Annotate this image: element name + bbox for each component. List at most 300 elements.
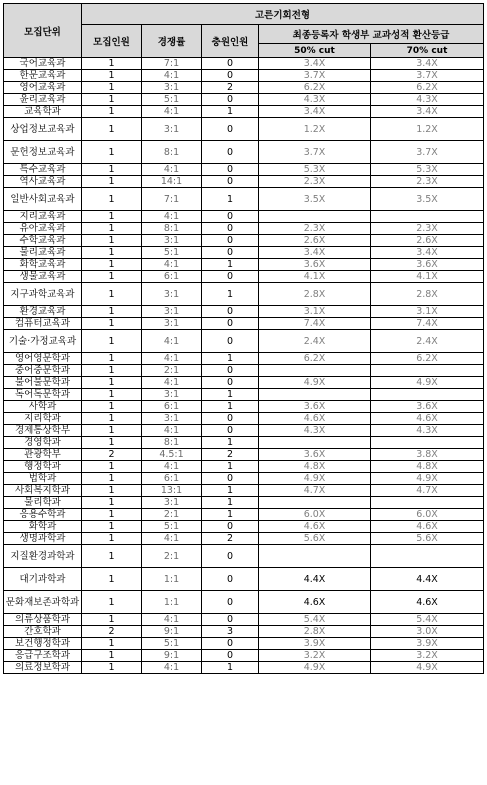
fill-cell: 0	[202, 164, 259, 176]
fill-cell: 2	[202, 82, 259, 94]
dept-cell: 지질환경과학과	[4, 545, 82, 568]
quota-cell: 1	[82, 509, 142, 521]
competition-cell: 4:1	[142, 259, 202, 271]
quota-cell: 1	[82, 638, 142, 650]
dept-cell: 한문교육과	[4, 70, 82, 82]
competition-cell: 4:1	[142, 425, 202, 437]
cut70-cell: 3.4X	[371, 247, 484, 259]
quota-cell: 1	[82, 106, 142, 118]
competition-cell: 3:1	[142, 497, 202, 509]
competition-cell: 5:1	[142, 521, 202, 533]
fill-cell: 0	[202, 591, 259, 614]
dept-cell: 화학교육과	[4, 259, 82, 271]
cut50-cell: 2.4X	[259, 330, 371, 353]
fill-cell: 0	[202, 176, 259, 188]
fill-cell: 0	[202, 306, 259, 318]
dept-cell: 상업정보교육과	[4, 118, 82, 141]
competition-cell: 9:1	[142, 650, 202, 662]
header-cut50: 50% cut	[259, 44, 371, 58]
table-row	[4, 70, 484, 82]
dept-cell: 응급구조학과	[4, 650, 82, 662]
quota-cell: 1	[82, 188, 142, 211]
fill-cell: 0	[202, 568, 259, 591]
cut70-cell: 3.4X	[371, 58, 484, 70]
competition-cell: 4:1	[142, 614, 202, 626]
competition-cell: 3:1	[142, 318, 202, 330]
dept-cell: 교육학과	[4, 106, 82, 118]
table-row	[4, 626, 484, 638]
cut70-cell: 5.3X	[371, 164, 484, 176]
cut70-cell	[371, 437, 484, 449]
quota-cell: 1	[82, 473, 142, 485]
cut50-cell: 4.4X	[259, 568, 371, 591]
fill-cell: 1	[202, 437, 259, 449]
quota-cell: 1	[82, 176, 142, 188]
quota-cell: 1	[82, 650, 142, 662]
cut50-cell: 3.9X	[259, 638, 371, 650]
dept-cell: 특수교육과	[4, 164, 82, 176]
cut50-cell: 3.7X	[259, 141, 371, 164]
dept-cell: 역사교육과	[4, 176, 82, 188]
quota-cell: 1	[82, 389, 142, 401]
table-row	[4, 353, 484, 365]
competition-cell: 13:1	[142, 485, 202, 497]
table-row	[4, 271, 484, 283]
competition-cell: 3:1	[142, 389, 202, 401]
table-row	[4, 211, 484, 223]
competition-cell: 7:1	[142, 188, 202, 211]
table-row	[4, 591, 484, 614]
fill-cell: 2	[202, 533, 259, 545]
fill-cell: 0	[202, 318, 259, 330]
table-row	[4, 638, 484, 650]
cut50-cell: 2.8X	[259, 626, 371, 638]
dept-cell: 보건행정학과	[4, 638, 82, 650]
quota-cell: 1	[82, 82, 142, 94]
fill-cell: 2	[202, 449, 259, 461]
cut50-cell: 2.6X	[259, 235, 371, 247]
table-row	[4, 662, 484, 674]
cut70-cell: 2.8X	[371, 283, 484, 306]
quota-cell: 1	[82, 318, 142, 330]
cut70-cell: 4.9X	[371, 662, 484, 674]
competition-cell: 1:1	[142, 591, 202, 614]
dept-cell: 환경교육과	[4, 306, 82, 318]
competition-cell: 3:1	[142, 118, 202, 141]
competition-cell: 2:1	[142, 365, 202, 377]
cut70-cell	[371, 211, 484, 223]
competition-cell: 14:1	[142, 176, 202, 188]
table-row	[4, 568, 484, 591]
table-row	[4, 461, 484, 473]
fill-cell: 0	[202, 638, 259, 650]
fill-cell: 0	[202, 70, 259, 82]
header-competition: 경쟁률	[142, 25, 202, 58]
cut50-cell: 4.7X	[259, 485, 371, 497]
cut70-cell: 4.4X	[371, 568, 484, 591]
table-row	[4, 164, 484, 176]
dept-cell: 법학과	[4, 473, 82, 485]
quota-cell: 1	[82, 235, 142, 247]
cut70-cell: 4.3X	[371, 94, 484, 106]
table-row	[4, 485, 484, 497]
table-row	[4, 94, 484, 106]
table-body	[4, 58, 484, 674]
cut50-cell: 4.6X	[259, 521, 371, 533]
dept-cell: 간호학과	[4, 626, 82, 638]
header-cut70: 70% cut	[371, 44, 484, 58]
fill-cell: 0	[202, 271, 259, 283]
competition-cell: 4:1	[142, 533, 202, 545]
competition-cell: 8:1	[142, 223, 202, 235]
cut50-cell: 5.3X	[259, 164, 371, 176]
cut50-cell: 2.3X	[259, 223, 371, 235]
quota-cell: 1	[82, 223, 142, 235]
fill-cell: 0	[202, 118, 259, 141]
quota-cell: 1	[82, 94, 142, 106]
dept-cell: 사회복지학과	[4, 485, 82, 497]
cut50-cell: 4.3X	[259, 425, 371, 437]
cut70-cell: 3.2X	[371, 650, 484, 662]
fill-cell: 0	[202, 365, 259, 377]
cut50-cell: 6.0X	[259, 509, 371, 521]
dept-cell: 영어교육과	[4, 82, 82, 94]
quota-cell: 1	[82, 211, 142, 223]
cut70-cell: 3.7X	[371, 70, 484, 82]
competition-cell: 3:1	[142, 82, 202, 94]
cut70-cell: 6.2X	[371, 353, 484, 365]
competition-cell: 8:1	[142, 437, 202, 449]
cut70-cell: 3.9X	[371, 638, 484, 650]
competition-cell: 6:1	[142, 473, 202, 485]
fill-cell: 0	[202, 650, 259, 662]
dept-cell: 사학과	[4, 401, 82, 413]
cut50-cell: 3.1X	[259, 306, 371, 318]
competition-cell: 3:1	[142, 306, 202, 318]
quota-cell: 1	[82, 283, 142, 306]
quota-cell: 1	[82, 259, 142, 271]
table-row	[4, 235, 484, 247]
cut50-cell: 3.6X	[259, 259, 371, 271]
quota-cell: 1	[82, 568, 142, 591]
quota-cell: 1	[82, 58, 142, 70]
fill-cell: 0	[202, 247, 259, 259]
dept-cell: 수학교육과	[4, 235, 82, 247]
quota-cell: 1	[82, 118, 142, 141]
table-row	[4, 389, 484, 401]
cut50-cell: 4.6X	[259, 591, 371, 614]
cut70-cell: 4.6X	[371, 521, 484, 533]
cut50-cell: 3.5X	[259, 188, 371, 211]
cut70-cell: 4.9X	[371, 473, 484, 485]
dept-cell: 중어중문학과	[4, 365, 82, 377]
fill-cell: 1	[202, 259, 259, 271]
quota-cell: 1	[82, 437, 142, 449]
quota-cell: 1	[82, 353, 142, 365]
fill-cell: 0	[202, 141, 259, 164]
table-row	[4, 318, 484, 330]
fill-cell: 3	[202, 626, 259, 638]
dept-cell: 경영학과	[4, 437, 82, 449]
fill-cell: 0	[202, 211, 259, 223]
cut70-cell	[371, 389, 484, 401]
fill-cell: 1	[202, 188, 259, 211]
fill-cell: 0	[202, 425, 259, 437]
cut70-cell: 4.7X	[371, 485, 484, 497]
competition-cell: 7:1	[142, 58, 202, 70]
table-row	[4, 259, 484, 271]
cut50-cell: 4.9X	[259, 473, 371, 485]
quota-cell: 1	[82, 497, 142, 509]
dept-cell: 생물교육과	[4, 271, 82, 283]
competition-cell: 6:1	[142, 401, 202, 413]
dept-cell: 문화재보존과학과	[4, 591, 82, 614]
dept-cell: 물리학과	[4, 497, 82, 509]
competition-cell: 1:1	[142, 568, 202, 591]
dept-cell: 문헌정보교육과	[4, 141, 82, 164]
dept-cell: 컴퓨터교육과	[4, 318, 82, 330]
quota-cell: 1	[82, 271, 142, 283]
table-row	[4, 533, 484, 545]
dept-cell: 의류상품학과	[4, 614, 82, 626]
table-row	[4, 413, 484, 425]
table-row	[4, 509, 484, 521]
fill-cell: 1	[202, 662, 259, 674]
competition-cell: 4:1	[142, 377, 202, 389]
table-row	[4, 377, 484, 389]
fill-cell: 1	[202, 485, 259, 497]
cut50-cell: 3.2X	[259, 650, 371, 662]
cut50-cell: 5.6X	[259, 533, 371, 545]
dept-cell: 화학과	[4, 521, 82, 533]
fill-cell: 0	[202, 521, 259, 533]
competition-cell: 2:1	[142, 545, 202, 568]
quota-cell: 1	[82, 141, 142, 164]
cut70-cell: 3.6X	[371, 401, 484, 413]
competition-cell: 6:1	[142, 271, 202, 283]
competition-cell: 4:1	[142, 461, 202, 473]
quota-cell: 1	[82, 413, 142, 425]
cut50-cell: 3.4X	[259, 247, 371, 259]
fill-cell: 0	[202, 223, 259, 235]
competition-cell: 9:1	[142, 626, 202, 638]
cut50-cell: 1.2X	[259, 118, 371, 141]
cut70-cell: 3.6X	[371, 259, 484, 271]
quota-cell: 1	[82, 461, 142, 473]
fill-cell: 1	[202, 401, 259, 413]
table-row	[4, 425, 484, 437]
table-row	[4, 521, 484, 533]
table-row	[4, 497, 484, 509]
quota-cell: 1	[82, 614, 142, 626]
cut70-cell: 3.4X	[371, 106, 484, 118]
table-row	[4, 306, 484, 318]
cut50-cell: 3.4X	[259, 58, 371, 70]
table-row	[4, 545, 484, 568]
cut70-cell: 3.7X	[371, 141, 484, 164]
dept-cell: 지리교육과	[4, 211, 82, 223]
quota-cell: 1	[82, 247, 142, 259]
cut50-cell: 3.6X	[259, 401, 371, 413]
table-row	[4, 188, 484, 211]
cut50-cell	[259, 437, 371, 449]
cut70-cell: 2.3X	[371, 223, 484, 235]
quota-cell: 1	[82, 545, 142, 568]
cut50-cell: 2.8X	[259, 283, 371, 306]
fill-cell: 1	[202, 389, 259, 401]
fill-cell: 1	[202, 353, 259, 365]
cut70-cell	[371, 545, 484, 568]
cut50-cell: 6.2X	[259, 82, 371, 94]
dept-cell: 행정학과	[4, 461, 82, 473]
cut50-cell: 6.2X	[259, 353, 371, 365]
cut70-cell: 2.6X	[371, 235, 484, 247]
table-row	[4, 437, 484, 449]
cut50-cell	[259, 389, 371, 401]
cut50-cell: 5.4X	[259, 614, 371, 626]
cut70-cell	[371, 497, 484, 509]
cut70-cell: 2.4X	[371, 330, 484, 353]
competition-cell: 4:1	[142, 330, 202, 353]
cut70-cell: 3.8X	[371, 449, 484, 461]
cut70-cell: 4.1X	[371, 271, 484, 283]
competition-cell: 3:1	[142, 413, 202, 425]
dept-cell: 일반사회교육과	[4, 188, 82, 211]
fill-cell: 1	[202, 497, 259, 509]
cut50-cell	[259, 545, 371, 568]
dept-cell: 대기과학과	[4, 568, 82, 591]
dept-cell: 지리학과	[4, 413, 82, 425]
header-grade-group: 최종등록자 학생부 교과성적 환산등급	[259, 25, 484, 44]
cut50-cell	[259, 365, 371, 377]
table-row	[4, 223, 484, 235]
dept-cell: 경제통상학부	[4, 425, 82, 437]
quota-cell: 1	[82, 425, 142, 437]
cut70-cell: 5.6X	[371, 533, 484, 545]
competition-cell: 5:1	[142, 638, 202, 650]
competition-cell: 4:1	[142, 70, 202, 82]
cut50-cell: 7.4X	[259, 318, 371, 330]
cut70-cell: 4.6X	[371, 591, 484, 614]
cut70-cell: 6.2X	[371, 82, 484, 94]
table-row	[4, 473, 484, 485]
table-row	[4, 365, 484, 377]
cut50-cell: 4.6X	[259, 413, 371, 425]
cut50-cell	[259, 497, 371, 509]
dept-cell: 국어교육과	[4, 58, 82, 70]
fill-cell: 0	[202, 413, 259, 425]
quota-cell: 1	[82, 662, 142, 674]
table-row	[4, 82, 484, 94]
quota-cell: 1	[82, 377, 142, 389]
header-group: 고른기회전형	[82, 4, 484, 25]
fill-cell: 1	[202, 106, 259, 118]
fill-cell: 0	[202, 58, 259, 70]
competition-cell: 4:1	[142, 662, 202, 674]
header-fill: 충원인원	[202, 25, 259, 58]
quota-cell: 1	[82, 533, 142, 545]
dept-cell: 의료정보학과	[4, 662, 82, 674]
competition-cell: 3:1	[142, 235, 202, 247]
dept-cell: 윤리교육과	[4, 94, 82, 106]
table-row	[4, 650, 484, 662]
cut70-cell: 3.0X	[371, 626, 484, 638]
competition-cell: 5:1	[142, 247, 202, 259]
dept-cell: 영어영문학과	[4, 353, 82, 365]
competition-cell: 4:1	[142, 164, 202, 176]
cut70-cell: 7.4X	[371, 318, 484, 330]
fill-cell: 0	[202, 545, 259, 568]
dept-cell: 기술·가정교육과	[4, 330, 82, 353]
competition-cell: 4.5:1	[142, 449, 202, 461]
cut50-cell: 2.3X	[259, 176, 371, 188]
dept-cell: 생명과학과	[4, 533, 82, 545]
fill-cell: 1	[202, 461, 259, 473]
cut70-cell: 6.0X	[371, 509, 484, 521]
competition-cell: 2:1	[142, 509, 202, 521]
cut50-cell: 4.3X	[259, 94, 371, 106]
cut50-cell: 3.4X	[259, 106, 371, 118]
quota-cell: 2	[82, 449, 142, 461]
competition-cell: 8:1	[142, 141, 202, 164]
competition-cell: 4:1	[142, 106, 202, 118]
table-row	[4, 283, 484, 306]
table-row	[4, 58, 484, 70]
cut50-cell	[259, 211, 371, 223]
cut50-cell: 4.8X	[259, 461, 371, 473]
fill-cell: 1	[202, 509, 259, 521]
table-row	[4, 176, 484, 188]
cut70-cell: 3.1X	[371, 306, 484, 318]
competition-cell: 4:1	[142, 353, 202, 365]
table-row	[4, 247, 484, 259]
quota-cell: 2	[82, 626, 142, 638]
table-row	[4, 614, 484, 626]
quota-cell: 1	[82, 401, 142, 413]
quota-cell: 1	[82, 330, 142, 353]
table-row	[4, 106, 484, 118]
header-quota: 모집인원	[82, 25, 142, 58]
table-row	[4, 141, 484, 164]
dept-cell: 불어불문학과	[4, 377, 82, 389]
cut70-cell	[371, 365, 484, 377]
competition-cell: 4:1	[142, 211, 202, 223]
cut50-cell: 4.1X	[259, 271, 371, 283]
table-row	[4, 401, 484, 413]
competition-cell: 5:1	[142, 94, 202, 106]
dept-cell: 물리교육과	[4, 247, 82, 259]
cut70-cell: 4.8X	[371, 461, 484, 473]
fill-cell: 0	[202, 377, 259, 389]
admission-results-table	[3, 3, 484, 674]
dept-cell: 유아교육과	[4, 223, 82, 235]
cut70-cell: 5.4X	[371, 614, 484, 626]
cut50-cell: 4.9X	[259, 377, 371, 389]
header-dept: 모집단위	[4, 4, 82, 58]
dept-cell: 독어독문학과	[4, 389, 82, 401]
cut70-cell: 4.9X	[371, 377, 484, 389]
table-row	[4, 330, 484, 353]
fill-cell: 1	[202, 283, 259, 306]
fill-cell: 0	[202, 473, 259, 485]
cut70-cell: 3.5X	[371, 188, 484, 211]
dept-cell: 지구과학교육과	[4, 283, 82, 306]
fill-cell: 0	[202, 94, 259, 106]
cut50-cell: 3.6X	[259, 449, 371, 461]
quota-cell: 1	[82, 591, 142, 614]
cut50-cell: 4.9X	[259, 662, 371, 674]
quota-cell: 1	[82, 365, 142, 377]
